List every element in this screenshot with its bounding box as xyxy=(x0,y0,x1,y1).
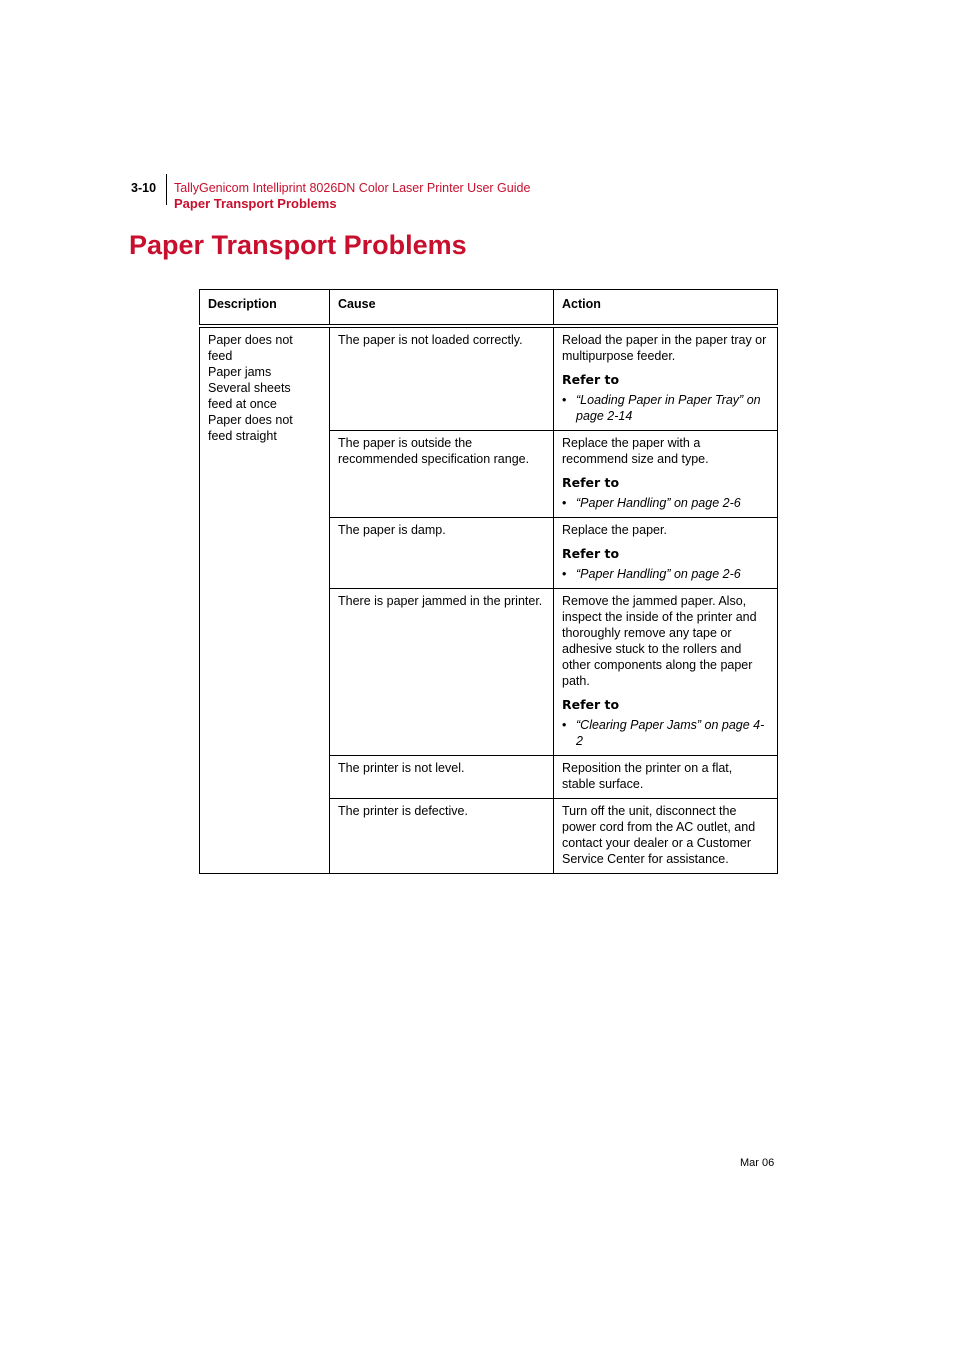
refer-to-label: Refer to xyxy=(562,475,620,490)
reference-link[interactable]: “Loading Paper in Paper Tray” on page 2-14 xyxy=(576,393,761,423)
action-text: Replace the paper. xyxy=(562,523,667,537)
action-cell xyxy=(554,431,778,518)
refer-to-label: Refer to xyxy=(562,372,620,387)
reference-link[interactable]: “Paper Handling” on page 2-6 xyxy=(576,496,741,510)
refer-to-label: Refer to xyxy=(562,546,620,561)
page-title: Paper Transport Problems xyxy=(129,230,467,260)
cause-cell: The paper is outside the recommended specification range. xyxy=(330,431,554,518)
cause-cell: The printer is not level. xyxy=(330,756,554,799)
column-header-action: Action xyxy=(554,290,778,327)
action-cell: Turn off the unit, disconnect the power cord from the AC outlet, and contact your dealer or a Customer Service Center for assistance. xyxy=(554,799,778,874)
refer-to-label: Refer to xyxy=(562,697,620,712)
bullet-icon: • xyxy=(562,393,567,407)
action-cell: Reposition the printer on a flat, stable surface. xyxy=(554,756,778,799)
description-line: feed xyxy=(208,349,233,363)
header-section-title: Paper Transport Problems xyxy=(174,196,337,211)
column-header-cause: Cause xyxy=(330,290,554,327)
cause-cell: The paper is not loaded correctly. xyxy=(330,326,554,431)
cause-cell: There is paper jammed in the printer. xyxy=(330,589,554,756)
action-text: Remove the jammed paper. Also, inspect the inside of the printer and thoroughly remove any tape or adhesive stuck to the rollers and other components along the paper path. xyxy=(562,594,757,688)
cause-cell: The paper is damp. xyxy=(330,518,554,589)
action-cell xyxy=(554,589,778,756)
reference-item xyxy=(562,392,769,424)
description-line: feed straight xyxy=(208,429,277,443)
action-text: Reload the paper in the paper tray or multipurpose feeder. xyxy=(562,333,767,363)
cause-cell: The printer is defective. xyxy=(330,799,554,874)
column-header-description: Description xyxy=(200,290,330,327)
page-number: 3-10 xyxy=(131,181,157,195)
action-cell xyxy=(554,518,778,589)
description-line: Paper does not xyxy=(208,333,293,347)
reference-link[interactable]: “Clearing Paper Jams” on page 4-2 xyxy=(576,718,765,748)
bullet-icon: • xyxy=(562,718,567,732)
footer-date: Mar 06 xyxy=(740,1157,775,1169)
action-text: Replace the paper with a recommend size and type. xyxy=(562,436,709,466)
description-line: Paper does not xyxy=(208,413,293,427)
action-cell xyxy=(554,326,778,431)
table-row xyxy=(200,326,778,431)
reference-item xyxy=(562,495,769,511)
header-divider xyxy=(166,174,167,205)
reference-link[interactable]: “Paper Handling” on page 2-6 xyxy=(576,567,741,581)
reference-item xyxy=(562,566,769,582)
description-cell xyxy=(200,326,330,874)
reference-item xyxy=(562,717,769,749)
description-line: feed at once xyxy=(208,397,277,411)
bullet-icon: • xyxy=(562,567,567,581)
troubleshooting-table xyxy=(199,289,778,874)
table-header-row xyxy=(200,290,778,327)
description-line: Paper jams xyxy=(208,365,272,379)
description-line: Several sheets xyxy=(208,381,291,395)
bullet-icon: • xyxy=(562,496,567,510)
guide-title: TallyGenicom Intelliprint 8026DN Color Laser Printer User Guide xyxy=(174,181,531,195)
